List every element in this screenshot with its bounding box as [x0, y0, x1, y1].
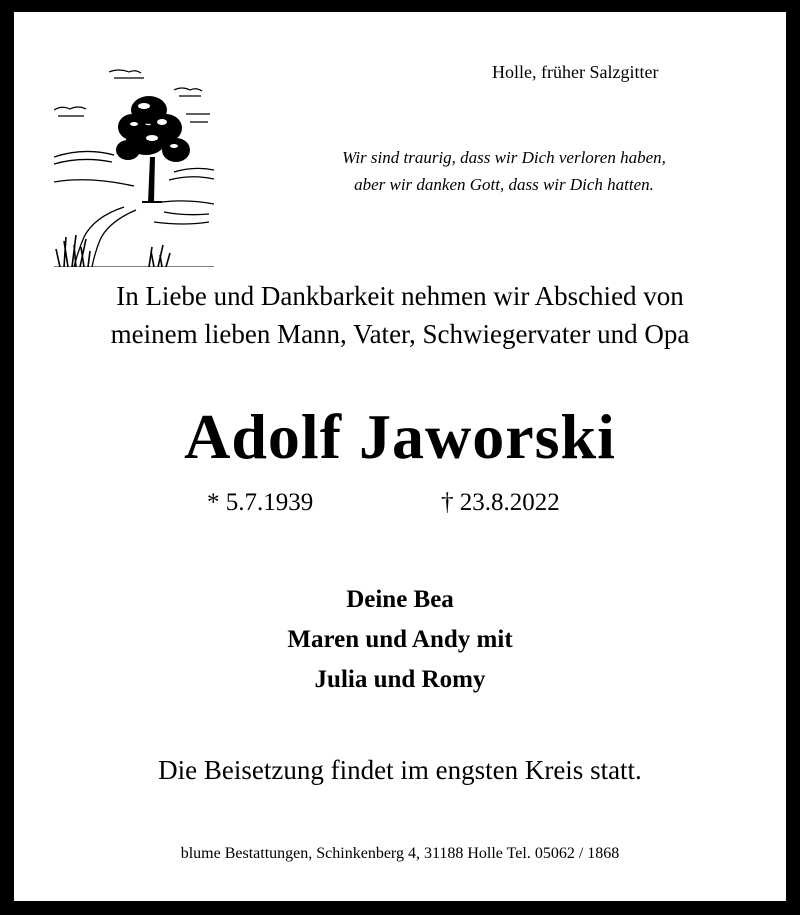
family-line-3: Julia und Romy	[314, 666, 486, 693]
family-line-2: Maren und Andy mit	[287, 626, 513, 653]
motto-line-2: aber wir danken Gott, dass wir Dich hatten.	[354, 175, 654, 194]
funeral-note: Die Beisetzung findet im engsten Kreis statt.	[158, 755, 642, 785]
funeral-home-footer: blume Bestattungen, Schinkenberg 4, 31188 Holle Tel. 05062 / 1868	[180, 845, 620, 862]
birth-date: * 5.7.1939	[207, 489, 314, 516]
family-signature	[14, 580, 786, 700]
deceased-name: Adolf Jaworski	[184, 401, 616, 472]
intro-text	[14, 277, 786, 353]
tree-landscape-icon	[54, 62, 214, 267]
motto-quote	[254, 144, 754, 198]
family-line-1: Deine Bea	[346, 586, 454, 613]
location-line: Holle, früher Salzgitter	[492, 62, 659, 82]
motto-line-1: Wir sind traurig, dass wir Dich verloren haben,	[342, 148, 666, 167]
obituary-card	[14, 12, 786, 901]
intro-line-1: In Liebe und Dankbarkeit nehmen wir Abschied von	[116, 281, 684, 311]
intro-line-2: meinem lieben Mann, Vater, Schwiegervater und Opa	[110, 319, 690, 349]
death-date: † 23.8.2022	[441, 489, 560, 516]
